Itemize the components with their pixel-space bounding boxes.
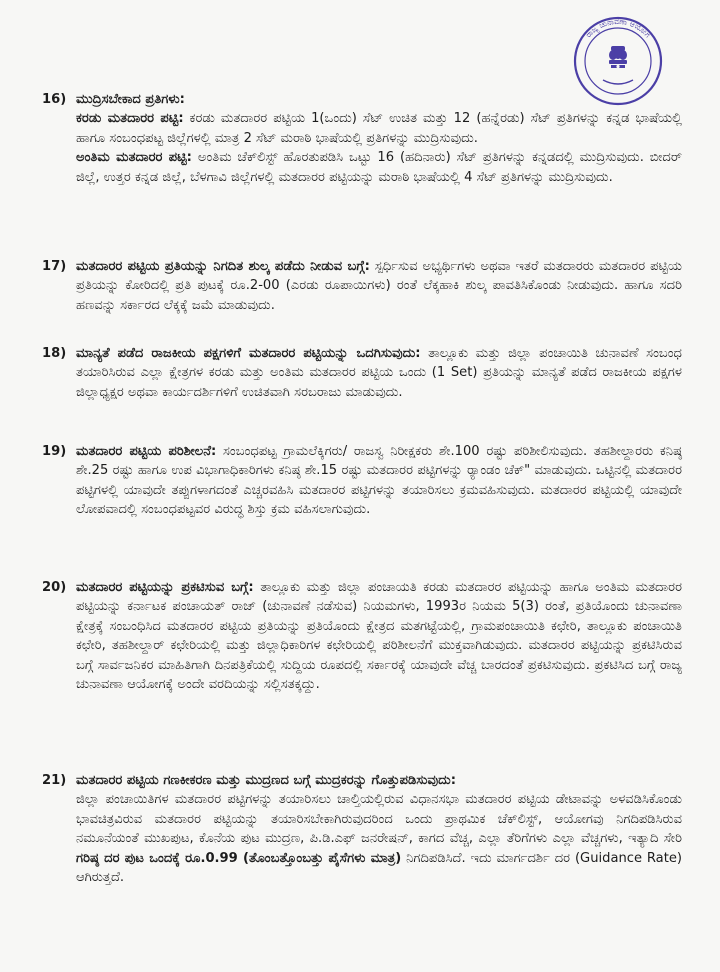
paragraph-text: ಜಿಲ್ಲಾ ಪಂಚಾಯಿತಿಗಳ ಮತದಾರರ ಪಟ್ಟಿಗಳನ್ನು ತಯಾರಿಸಲು ಚಾಲ್ತಿಯಲ್ಲಿರುವ ವಿಧಾನಸಭಾ ಮತದಾರರ ಪಟ್ಟಿಯ ಡೇಟಾವನ್ನು ಅಳವಡಿಸಿಕೊಂಡು ಭಾವಚಿತ್ರವಿರುವ ಮತದಾರರ ಪಟ್ಟಿಯನ್ನು ತಯಾರಿಸಬೇಕಾಗಿರುವುದರಿಂದ ಒಂದು ಪ್ರಾಥಮಿಕ ಚೆಕ್‌ಲಿಸ್ಟ್, ಆಯೋಗವು ನಿಗದಿಪಡಿಸಿರುವ ನಮೂನೆಯಂತೆ ಮುಖಪುಟ, ಕೊನೆಯ ಪುಟ ಮುದ್ರಣ, ಪಿ.ಡಿ.ಎಫ್ ಜನರೇಷನ್, ಕಾಗದ ವೆಚ್ಚ, ಎಲ್ಲಾ ತೆರಿಗೆಗಳು ಎಲ್ಲಾ ವೆಚ್ಚಗಳು, ಇತ್ಯಾದಿ ಸೇರಿ: [76, 792, 682, 847]
section-18: [42, 344, 682, 402]
section-19: [42, 442, 682, 520]
section-number: 17): [42, 259, 67, 274]
section-17: [42, 257, 682, 315]
section-20: [42, 578, 682, 694]
section-number: 21): [42, 773, 67, 788]
paragraph-text: ತಾಲ್ಲೂಕು ಮತ್ತು ಜಿಲ್ಲಾ ಪಂಚಾಯತಿ ಕರಡು ಮತದಾರರ ಪಟ್ಟಿಯನ್ನು ಹಾಗೂ ಅಂತಿಮ ಮತದಾರರ ಪಟ್ಟಿಯನ್ನು ಕರ್ನಾಟಕ ಪಂಚಾಯತ್ ರಾಜ್ (ಚುನಾವಣೆ ನಡೆಸುವ) ನಿಯಮಗಳು, 1993ರ ನಿಯಮ 5(3) ರಂತೆ, ಪ್ರತಿಯೊಂದು ಚುನಾವಣಾ ಕ್ಷೇತ್ರಕ್ಕೆ ಸಂಬಂಧಿಸಿದ ಮತದಾರರ ಪಟ್ಟಿಯ ಪ್ರತಿಯನ್ನು ಪ್ರತಿಯೊಂದು ಕ್ಷೇತ್ರದ ಮತಗಟ್ಟೆಯಲ್ಲಿ, ಗ್ರಾಮಪಂಚಾಯಿತಿ ಕಛೇರಿ, ತಾಲ್ಲೂಕು ಪಂಚಾಯಿತಿ ಕಛೇರಿ, ತಹಶೀಲ್ದಾರ್ ಕಛೇರಿಯಲ್ಲಿ ಮತ್ತು ಜಿಲ್ಲಾಧಿಕಾರಿಗಳ ಕಛೇರಿಯಲ್ಲಿ ಪರಿಶೀಲನೆಗೆ ಮುಕ್ತವಾಗಿಡುವುದು. ಮತದಾರರ ಪಟ್ಟಿಯನ್ನು ಪ್ರಕಟಿಸಿರುವ ಬಗ್ಗೆ ಸಾರ್ವಜನಿಕರ ಮಾಹಿತಿಗಾಗಿ ದಿನಪತ್ರಿಕೆಯಲ್ಲಿ ಸುದ್ದಿಯ ರೂಪದಲ್ಲಿ ಸರ್ಕಾರಕ್ಕೆ ಯಾವುದೇ ವೆಚ್ಚ ಬಾರದಂತೆ ಪ್ರಕಟಿಸುವುದು. ಪ್ರಕಟಿಸಿದ ಬಗ್ಗೆ ರಾಜ್ಯ ಚುನಾವಣಾ ಆಯೋಗಕ್ಕೆ ಅಂದೇ ವರದಿಯನ್ನು ಸಲ್ಲಿಸತಕ್ಕದ್ದು.: [76, 580, 682, 693]
section-paragraph: [76, 790, 682, 887]
max-rate-text: ಗರಿಷ್ಠ ದರ ಪುಟ ಒಂದಕ್ಕೆ ರೂ.0.99 (ತೊಂಬತ್ತೊಂಬತ್ತು ಪೈಸೆಗಳು ಮಾತ್ರ): [76, 850, 402, 866]
section-paragraph: [76, 442, 682, 520]
paragraph-text: ತಾಲ್ಲೂಕು ಮತ್ತು ಜಿಲ್ಲಾ ಪಂಚಾಯಿತಿ ಚುನಾವಣೆ ಸಂಬಂಧ ತಯಾರಿಸಿರುವ ಎಲ್ಲಾ ಕ್ಷೇತ್ರಗಳ ಕರಡು ಮತ್ತು ಅಂತಿಮ ಮತದಾರರ ಪಟ್ಟಿಯ ಒಂದು (1 Set) ಪ್ರತಿಯನ್ನು ಮಾನ್ಯತೆ ಪಡೆದ ರಾಜಕೀಯ ಪಕ್ಷಗಳ ಜಿಲ್ಲಾಧ್ಯಕ್ಷರ ಅಥವಾ ಕಾರ್ಯದರ್ಶಿಗಳಿಗೆ ಉಚಿತವಾಗಿ ಸರಬರಾಜು ಮಾಡುವುದು.: [76, 346, 682, 400]
paragraph-text: ಸ್ಪರ್ಧಿಸುವ ಅಭ್ಯರ್ಥಿಗಳು ಅಥವಾ ಇತರೆ ಮತದಾರರು ಮತದಾರರ ಪಟ್ಟಿಯ ಪ್ರತಿಯನ್ನು ಕೋರಿದಲ್ಲಿ ಪ್ರತಿ ಪುಟಕ್ಕೆ ರೂ.2-00 (ಎರಡು ರೂಪಾಯಿಗಳು) ರಂತೆ ಲೆಕ್ಕಹಾಕಿ ಶುಲ್ಕ ಪಾವತಿಸಿಕೊಂಡು ನೀಡುವುದು. ಹಾಗೂ ಸದರಿ ಹಣವನ್ನು ಸರ್ಕಾರದ ಲೆಕ್ಕಕ್ಕೆ ಜಮೆ ಮಾಡುವುದು.: [76, 259, 682, 313]
section-number: 20): [42, 580, 67, 595]
section-16: [42, 90, 682, 187]
section-heading: ಮಾನ್ಯತೆ ಪಡೆದ ರಾಜಕೀಯ ಪಕ್ಷಗಳಿಗೆ ಮತದಾರರ ಪಟ್ಟಿಯನ್ನು ಒದಗಿಸುವುದು:: [76, 346, 421, 361]
section-paragraph: [76, 344, 682, 402]
paragraph-text: ಅಂತಿಮ ಚೆಕ್‌ಲಿಸ್ಟ್ ಹೊರತುಪಡಿಸಿ ಒಟ್ಟು 16 (ಹದಿನಾರು) ಸೆಟ್ ಪ್ರತಿಗಳನ್ನು ಕನ್ನಡದಲ್ಲಿ ಮುದ್ರಿಸುವುದು. ಬೀದರ್ ಜಿಲ್ಲೆ, ಉತ್ತರ ಕನ್ನಡ ಜಿಲ್ಲೆ, ಬೆಳಗಾವಿ ಜಿಲ್ಲೆಗಳಲ್ಲಿ ಮತದಾರರ ಪಟ್ಟಿಯನ್ನು ಮರಾಠಿ ಭಾಷೆಯಲ್ಲಿ 4 ಸೆಟ್ ಪ್ರತಿಗಳನ್ನು ಮುದ್ರಿಸುವುದು.: [76, 150, 682, 185]
paragraph-text: ಸಂಬಂಧಪಟ್ಟ ಗ್ರಾಮಲೆಕ್ಕಿಗರು/ ರಾಜಸ್ವ ನಿರೀಕ್ಷಕರು ಶೇ.100 ರಷ್ಟು ಪರಿಶೀಲಿಸುವುದು. ತಹಶೀಲ್ದಾರರು ಕನಿಷ್ಠ ಶೇ.25 ರಷ್ಟು ಹಾಗೂ ಉಪ ವಿಭಾಗಾಧಿಕಾರಿಗಳು ಕನಿಷ್ಠ ಶೇ.15 ರಷ್ಟು ಮತದಾರರ ಪಟ್ಟಿಗಳನ್ನು ರ್‍ಯಾಂಡಂ ಚೆಕ್" ಮಾಡುವುದು. ಒಟ್ಟಿನಲ್ಲಿ ಮತದಾರರ ಪಟ್ಟಿಗಳಲ್ಲಿ ಯಾವುದೇ ತಪ್ಪುಗಳಾಗದಂತೆ ಎಚ್ಚರವಹಿಸಿ ಮತದಾರರ ಪಟ್ಟಿಗಳನ್ನು ತಯಾರಿಸಲು ಕ್ರಮವಹಿಸುವುದು. ಮತದಾರರ ಪಟ್ಟಿಯಲ್ಲಿ ಯಾವುದೇ ಲೋಪವಾದಲ್ಲಿ ಸಂಬಂಧಪಟ್ಟವರ ವಿರುದ್ಧ ಶಿಸ್ತು ಕ್ರಮ ವಹಿಸಲಾಗುವುದು.: [76, 444, 682, 518]
section-heading: ಮತದಾರರ ಪಟ್ಟಿಯ ಪರಿಶೀಲನೆ:: [76, 444, 217, 459]
section-paragraph: [76, 578, 682, 694]
section-paragraph: [76, 257, 682, 315]
seal-ring-text: ರಾಜ್ಯ ಚುನಾವಣಾ ಆಯೋಗ: [583, 16, 653, 40]
sub-heading: ಕರಡು ಮತದಾರರ ಪಟ್ಟಿ:: [76, 111, 184, 127]
paragraph-draft-roll: [76, 109, 682, 148]
section-number: 18): [42, 346, 67, 361]
section-number: 16): [42, 92, 67, 107]
section-heading: ಮುದ್ರಿಸಬೇಕಾದ ಪ್ರತಿಗಳು:: [76, 92, 185, 107]
section-heading: ಮತದಾರರ ಪಟ್ಟಿಯ ಗಣಕೀಕರಣ ಮತ್ತು ಮುದ್ರಣದ ಬಗ್ಗೆ ಮುದ್ರಕರನ್ನು ಗೊತ್ತುಪಡಿಸುವುದು:: [76, 773, 456, 788]
section-heading: ಮತದಾರರ ಪಟ್ಟಿಯ ಪ್ರತಿಯನ್ನು ನಿಗದಿತ ಶುಲ್ಕ ಪಡೆದು ನೀಡುವ ಬಗ್ಗೆ:: [76, 259, 370, 274]
paragraph-text: ಕರಡು ಮತದಾರರ ಪಟ್ಟಿಯ 1(ಒಂದು) ಸೆಟ್ ಉಚಿತ ಮತ್ತು 12 (ಹನ್ನೆರಡು) ಸೆಟ್ ಪ್ರತಿಗಳನ್ನು ಕನ್ನಡ ಭಾಷೆಯಲ್ಲಿ ಹಾಗೂ ಸಂಬಂಧಪಟ್ಟ ಜಿಲ್ಲೆಗಳಲ್ಲಿ ಮಾತ್ರ 2 ಸೆಟ್ ಮರಾಠಿ ಭಾಷೆಯಲ್ಲಿ ಪ್ರತಿಗಳನ್ನು ಮುದ್ರಿಸುವುದು.: [76, 111, 682, 146]
section-21: [42, 771, 682, 887]
section-number: 19): [42, 444, 67, 459]
paragraph-final-roll: [76, 148, 682, 187]
sub-heading: ಅಂತಿಮ ಮತದಾರರ ಪಟ್ಟಿ:: [76, 150, 192, 166]
section-heading: ಮತದಾರರ ಪಟ್ಟಿಯನ್ನು ಪ್ರಕಟಿಸುವ ಬಗ್ಗೆ:: [76, 580, 254, 595]
paragraph-text-end: ನಿಗದಿಪಡಿಸಿದೆ. ಇದು ಮಾರ್ಗದರ್ಶಿ ದರ (Guidance Rate) ಆಗಿರುತ್ತದೆ.: [76, 850, 682, 886]
